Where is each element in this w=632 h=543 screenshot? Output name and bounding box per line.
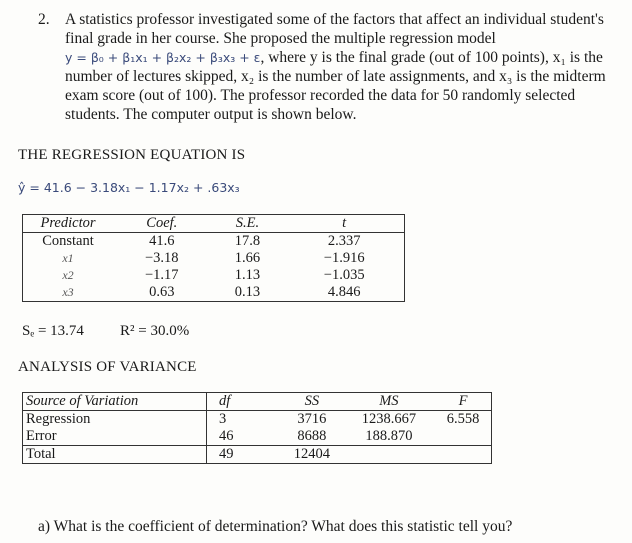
table-cell: x2 <box>62 268 74 282</box>
table-cell: Constant <box>42 233 94 249</box>
coefficient-table <box>22 214 405 302</box>
header-cell: S.E. <box>211 215 285 233</box>
table-cell: 0.63 <box>149 284 175 300</box>
table-cell: x3 <box>62 285 74 299</box>
header-cell: MS <box>343 393 435 411</box>
table-cell: 17.8 <box>234 233 261 249</box>
table-row <box>23 284 405 302</box>
table-cell: 8688 <box>297 428 327 444</box>
problem-line: exam score (out of 100). The professor recorded the data for 50 randomly selected <box>65 87 576 104</box>
table-cell: Error <box>23 428 207 446</box>
table-row <box>23 446 492 464</box>
table-cell <box>435 446 491 464</box>
header-cell: df <box>207 393 282 411</box>
table-row <box>23 233 405 251</box>
table-cell: 1.66 <box>234 250 261 266</box>
table-cell: 188.870 <box>365 428 413 444</box>
header-cell: SS <box>281 393 343 411</box>
r-squared: R² = 30.0% <box>120 323 190 339</box>
table-cell: −3.18 <box>145 250 179 266</box>
table-header-row <box>23 215 405 233</box>
problem-line: A statistics professor investigated some of the factors that affect an individual student's <box>65 11 604 28</box>
table-row <box>23 411 492 429</box>
table-cell: 46 <box>219 428 234 444</box>
table-cell: Total <box>23 446 207 464</box>
header-cell: Coef. <box>113 215 211 233</box>
regression-equation: ŷ = 41.6 − 3.18x₁ − 1.17x₂ + .63x₃ <box>18 180 240 195</box>
model-formula: y = β₀ + β₁x₁ + β₂x₂ + β₃x₃ + ε <box>65 50 261 65</box>
regression-heading: THE REGRESSION EQUATION IS <box>18 147 246 163</box>
problem-number: 2. <box>38 11 50 28</box>
table-cell: 12404 <box>281 446 343 464</box>
table-cell: 0.13 <box>234 284 261 300</box>
table-cell: 1238.667 <box>361 411 417 427</box>
table-cell: 1.13 <box>234 267 261 283</box>
table-cell: 6.558 <box>446 411 480 427</box>
table-row <box>23 267 405 284</box>
table-cell <box>343 446 435 464</box>
table-row <box>23 428 492 446</box>
table-row <box>23 250 405 267</box>
problem-line: final grade in her course. She proposed the multiple regression model <box>65 30 496 47</box>
table-header-row <box>23 393 492 411</box>
anova-table <box>22 392 492 464</box>
table-cell: Regression <box>23 411 207 429</box>
problem-line-tail: , where y is the final grade (out of 100 points), x₁ is the <box>260 49 603 66</box>
problem-text <box>65 10 621 124</box>
table-cell: −1.916 <box>323 250 365 266</box>
table-cell: −1.17 <box>145 267 179 283</box>
table-cell: 2.337 <box>327 233 361 249</box>
table-cell: x1 <box>62 251 74 265</box>
standard-error: Sₑ = 13.74 <box>22 323 84 339</box>
table-cell <box>435 428 491 446</box>
fit-statistics <box>22 322 190 341</box>
header-cell: F <box>435 393 491 411</box>
table-cell: 41.6 <box>149 233 175 249</box>
problem-line: number of lectures skipped, x₂ is the number of late assignments, and x₃ is the midterm <box>65 68 606 85</box>
header-cell: Predictor <box>23 215 114 233</box>
problem-line <box>65 48 621 67</box>
table-cell: 3 <box>219 411 227 427</box>
header-cell: t <box>284 215 404 233</box>
anova-heading: ANALYSIS OF VARIANCE <box>18 359 197 375</box>
table-cell: 4.846 <box>327 284 361 300</box>
table-cell: −1.035 <box>323 267 365 283</box>
header-cell: Source of Variation <box>23 393 207 411</box>
table-cell: 49 <box>207 446 282 464</box>
problem-line: students. The computer output is shown below. <box>65 106 357 123</box>
table-cell: 3716 <box>297 411 327 427</box>
question-a: a) What is the coefficient of determination? What does this statistic tell you? <box>38 518 513 535</box>
